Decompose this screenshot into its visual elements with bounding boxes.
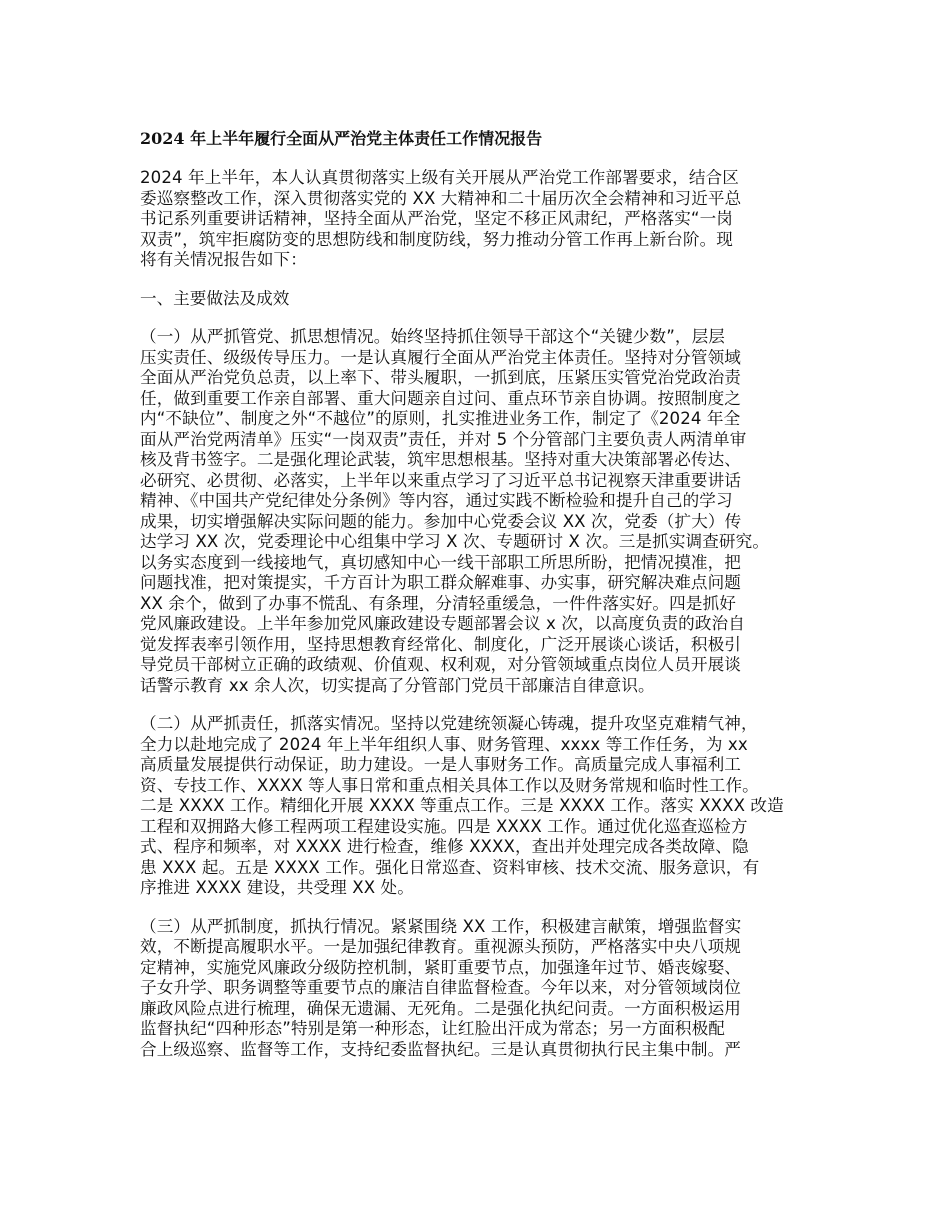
paragraph-1	[140, 327, 830, 696]
text-line: 导党员干部树立正确的政绩观、价值观、权利观，对分管领域重点岗位人员开展谈	[140, 655, 741, 674]
text-line: XX 余个，做到了办事不慌乱、有条理，分清轻重缓急，一件件落实好。四是抓好	[140, 593, 736, 613]
paragraph-2	[140, 714, 830, 899]
text-line: 式、程序和频率，对 XXXX 进行检查，维修 XXXX，查出并处理完成各类故障、隐	[140, 837, 749, 856]
paragraph-3	[140, 917, 830, 1061]
document-page	[140, 118, 830, 1078]
text-line: 子女升学、职务调整等重要节点的廉洁自律监督检查。今年以来，对分管领域岗位	[140, 978, 741, 997]
text-line: 以务实态度到一线接地气，真切感知中心一线干部职工所思所盼，把情况摸准，把	[140, 552, 741, 572]
text-line: 核及背书签字。二是强化理论武装，筑牢思想根基。坚持对重大决策部署必传达、	[140, 450, 741, 469]
text-line: 全力以赴地完成了 2024 年上半年组织人事、财务管理、xxxx 等工作任务，为 xx	[140, 734, 748, 754]
text-line: （三）从严抓制度，抓执行情况。紧紧围绕 XX 工作，积极建言献策，增强监督实	[140, 916, 742, 936]
text-line: 书记系列重要讲话精神，坚持全面从严治党，坚定不移正风肃纪，严格落实“一岗	[140, 209, 733, 228]
text-line: 监督执纪“四种形态”特别是第一种形态，让红脸出汗成为常态；另一方面积极配	[140, 1019, 725, 1038]
text-line: 成果，切实增强解决实际问题的能力。参加中心党委会议 XX 次，党委（扩大）传	[140, 511, 742, 531]
text-line: 压实责任、级级传导压力。一是认真履行全面从严治党主体责任。坚持对分管领域	[140, 347, 741, 367]
text-line: 序推进 XXXX 建设，共受理 XX 处。	[140, 878, 414, 897]
text-line: （二）从严抓责任，抓落实情况。坚持以党建统领凝心铸魂，提升攻坚克难精气神，	[140, 714, 758, 733]
text-line: 定精神，实施党风廉政分级防控机制，紧盯重要节点，加强逢年过节、婚丧嫁娶、	[140, 957, 741, 977]
text-line: 二是 XXXX 工作。精细化开展 XXXX 等重点工作。三是 XXXX 工作。落实 XXXX 改造	[140, 796, 784, 815]
text-line: 内“不缺位”、制度之外“不越位”的原则，扎实推进业务工作，制定了《2024 年全	[140, 409, 741, 428]
text-line: 必研究、必贯彻、必落实，上半年以来重点学习了习近平总书记视察天津重要讲话	[140, 470, 741, 490]
text-line: 工程和双拥路大修工程两项工程建设实施。四是 XXXX 工作。通过优化巡查巡检方	[140, 816, 748, 836]
text-line: 合上级巡察、监督等工作，支持纪委监督执纪。三是认真贯彻执行民主集中制。严	[140, 1039, 741, 1059]
text-line: 全面从严治党负总责，以上率下、带头履职，一抓到底，压紧压实管党治党政治责	[140, 368, 741, 387]
text-line: 廉政风险点进行梳理，确保无遗漏、无死角。二是强化执纪问责。一方面积极运用	[140, 998, 741, 1018]
text-line: 达学习 XX 次，党委理论中心组集中学习 X 次、专题研讨 X 次。三是抓实调查研究。	[140, 532, 770, 551]
text-line: 双责”，筑牢拒腐防变的思想防线和制度防线，努力推动分管工作再上新台阶。现	[140, 229, 733, 249]
text-line: 任，做到重要工作亲自部署、重大问题亲自过问、重点环节亲自协调。按照制度之	[140, 388, 741, 408]
intro-paragraph	[140, 168, 830, 271]
text-line: 委巡察整改工作，深入贯彻落实党的 XX 大精神和二十届历次全会精神和习近平总	[140, 188, 742, 208]
document-title: 2024 年上半年履行全面从严治党主体责任工作情况报告	[140, 129, 543, 148]
text-line: 精神、《中国共产党纪律处分条例》等内容，通过实践不断检验和提升自己的学习	[140, 491, 733, 510]
text-line: 效，不断提高履职水平。一是加强纪律教育。重视源头预防，严格落实中央八项规	[140, 937, 741, 956]
text-line: 觉发挥表率引领作用，坚持思想教育经常化、制度化，广泛开展谈心谈话，积极引	[140, 634, 741, 654]
section-heading: 一、主要做法及成效	[140, 288, 290, 308]
text-line: 党风廉政建设。上半年参加党风廉政建设专题部署会议 x 次，以高度负责的政治自	[140, 614, 745, 633]
text-line: 资、专技工作、XXXX 等人事日常和重点相关具体工作以及财务常规和临时性工作。	[140, 775, 759, 795]
text-line: （一）从严抓管党、抓思想情况。始终坚持抓住领导干部这个“关键少数”，层层	[140, 327, 725, 346]
text-line: 患 XXX 起。五是 XXXX 工作。强化日常巡查、资料审核、技术交流、服务意识，有	[140, 857, 760, 877]
text-line: 将有关情况报告如下：	[140, 250, 307, 269]
text-line: 问题找准，把对策提实，千方百计为职工群众解难事、办实事，研究解决难点问题	[140, 573, 741, 592]
text-line: 面从严治党两清单》压实“一岗双责”责任，并对 5 个分管部门主要负责人两清单审	[140, 429, 747, 449]
text-line: 话警示教育 xx 余人次，切实提高了分管部门党员干部廉洁自律意识。	[140, 675, 655, 695]
text-line: 2024 年上半年，本人认真贯彻落实上级有关开展从严治党工作部署要求，结合区	[140, 168, 739, 187]
text-line: 高质量发展提供行动保证，助力建设。一是人事财务工作。高质量完成人事福利工	[140, 755, 741, 774]
